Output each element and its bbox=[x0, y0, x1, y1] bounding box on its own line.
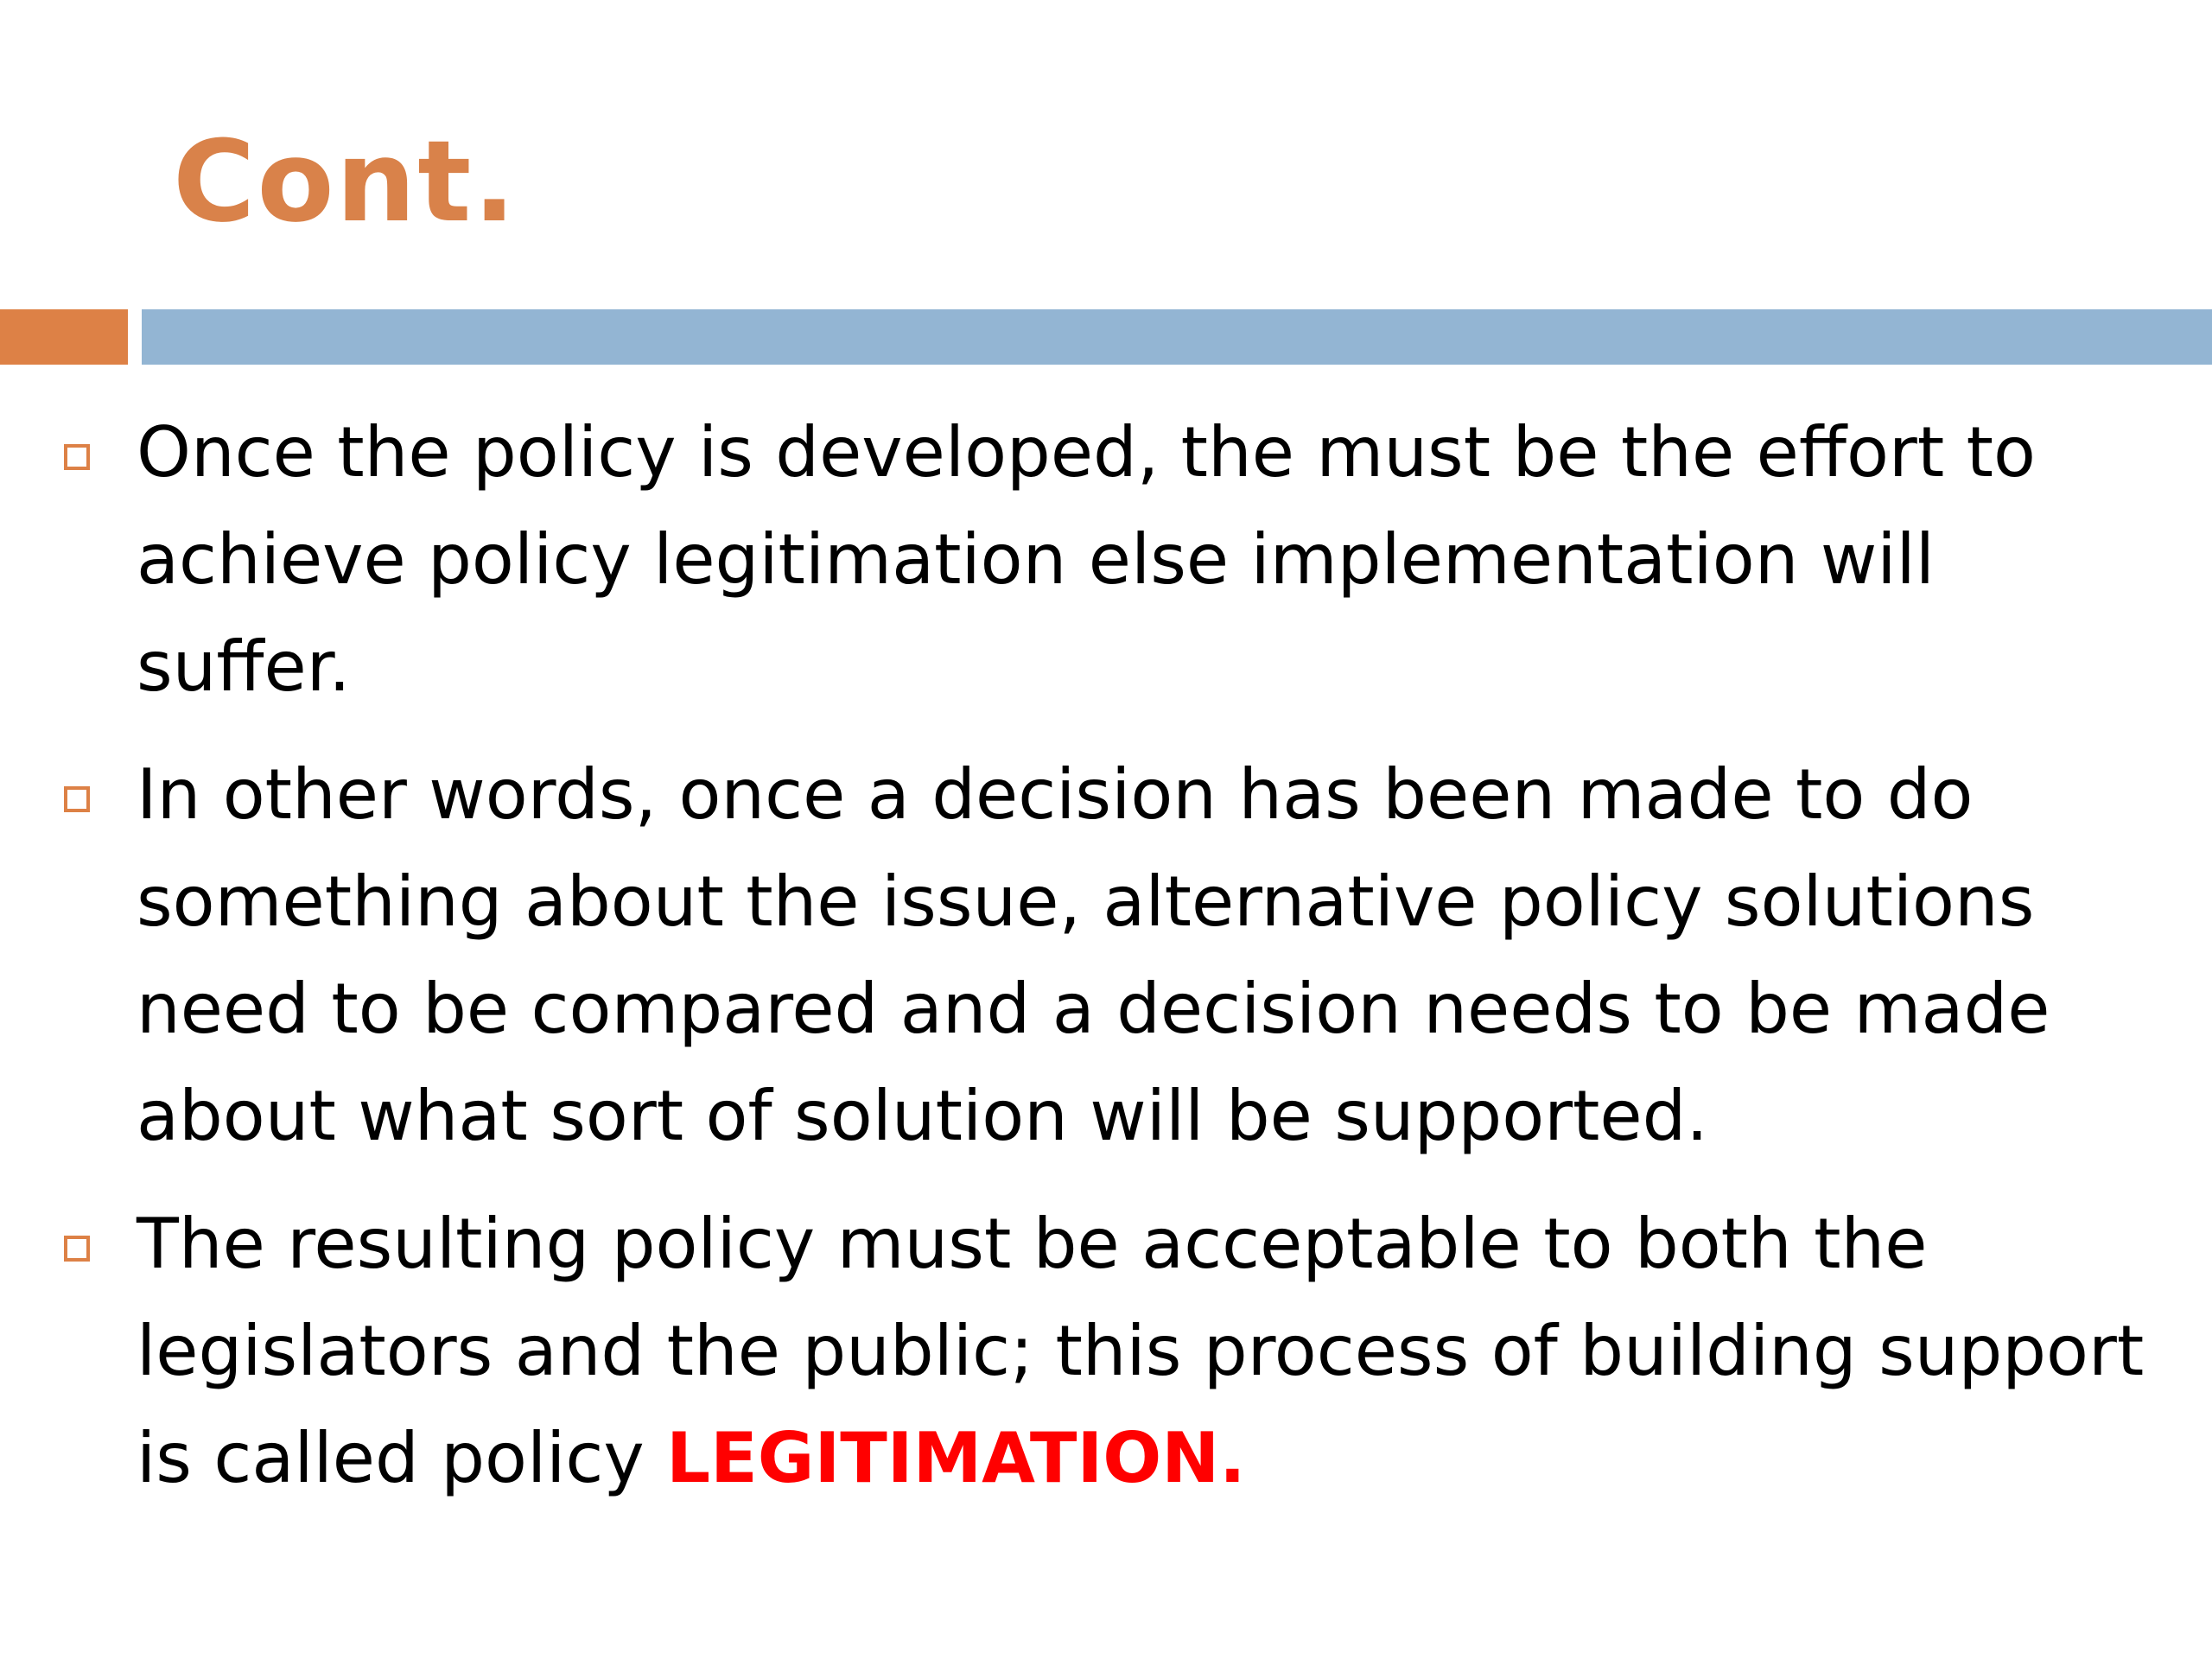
emphasis-term: LEGITIMATION. bbox=[666, 1418, 1246, 1498]
bullet-item bbox=[0, 741, 2212, 1170]
title-rule-bar bbox=[142, 309, 2212, 365]
square-bullet-icon bbox=[64, 786, 90, 812]
square-bullet-icon bbox=[64, 444, 90, 470]
bullet-item bbox=[0, 399, 2212, 721]
bullet-text: In other words, once a decision has been made to do something about the issue, alternative policy solutions need to be compared and a decision needs to be made about what sort of solution will be supported. bbox=[137, 754, 2050, 1156]
square-bullet-icon bbox=[64, 1236, 90, 1262]
bullet-text: Once the policy is developed, the must be the effort to achieve policy legitimation else implementation will suffer. bbox=[137, 412, 2036, 707]
bullet-text: The resulting policy must be acceptable to both the legislators and the public; this process of building support is called policy bbox=[137, 1204, 2145, 1498]
bullet-list bbox=[0, 399, 2212, 1533]
title-rule-accent bbox=[0, 309, 128, 365]
slide-title: Cont. bbox=[173, 116, 518, 247]
bullet-item bbox=[0, 1191, 2212, 1512]
